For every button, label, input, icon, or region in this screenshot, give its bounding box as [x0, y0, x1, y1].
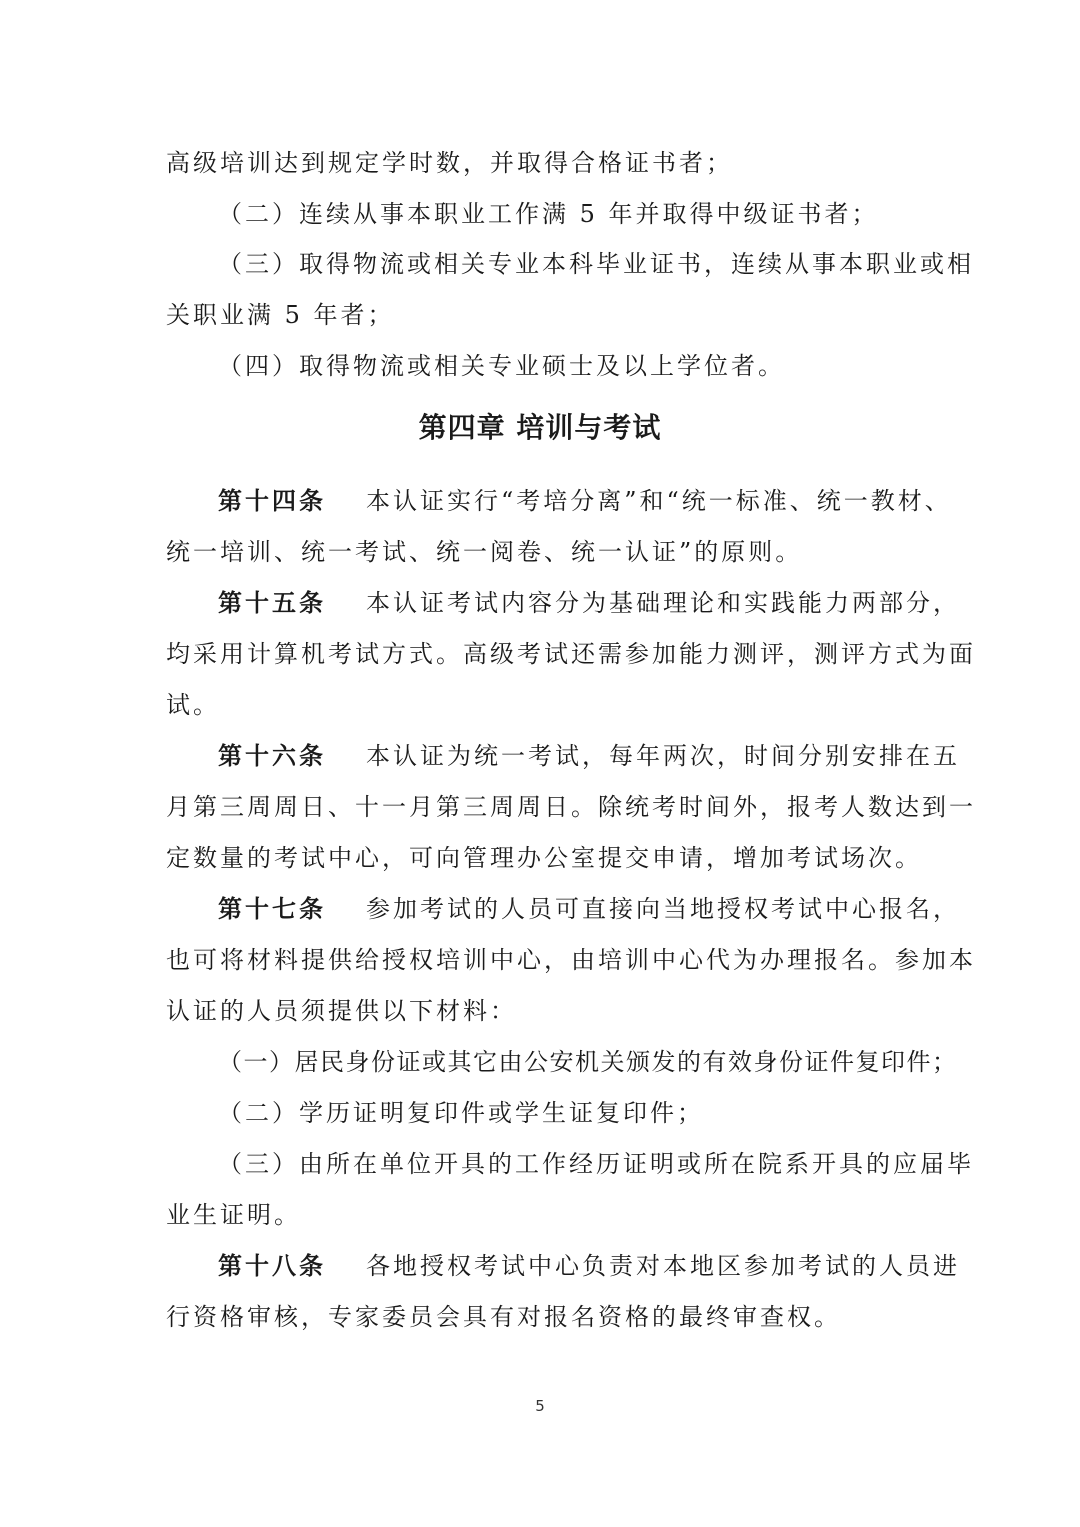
- article-18-label: 第十八条: [218, 1251, 326, 1280]
- text-line: 均采用计算机考试方式。高级考试还需参加能力测评，测评方式为面: [166, 640, 976, 668]
- article-15-text: 本认证考试内容分为基础理论和实践能力两部分，: [366, 589, 960, 617]
- text-line: 统一培训、统一考试、统一阅卷、统一认证”的原则。: [166, 538, 803, 566]
- text-line: 业生证明。: [166, 1201, 301, 1229]
- article-16-first-line: [218, 739, 960, 773]
- article-16-label: 第十六条: [218, 741, 326, 770]
- text-line: 也可将材料提供给授权培训中心，由培训中心代为办理报名。参加本: [166, 946, 976, 974]
- page-number: 5: [535, 1397, 545, 1415]
- text-line: 试。: [166, 691, 220, 719]
- text-line: （一）居民身份证或其它由公安机关颁发的有效身份证件复印件；: [218, 1048, 958, 1076]
- text-line: （三）取得物流或相关专业本科毕业证书，连续从事本职业或相: [218, 250, 974, 278]
- chapter-title: 第四章 培训与考试: [418, 411, 662, 444]
- article-15-label: 第十五条: [218, 588, 326, 617]
- text-line: （四）取得物流或相关专业硕士及以上学位者。: [218, 352, 785, 380]
- article-14-label: 第十四条: [218, 486, 326, 515]
- text-line: 认证的人员须提供以下材料：: [166, 997, 517, 1025]
- article-17-text: 参加考试的人员可直接向当地授权考试中心报名，: [366, 895, 960, 923]
- article-14-first-line: [218, 484, 952, 518]
- text-line: 高级培训达到规定学时数，并取得合格证书者；: [166, 149, 733, 177]
- text-line: （二）学历证明复印件或学生证复印件；: [218, 1099, 704, 1127]
- text-line: （三）由所在单位开具的工作经历证明或所在院系开具的应届毕: [218, 1150, 974, 1178]
- text-line: 定数量的考试中心，可向管理办公室提交申请，增加考试场次。: [166, 844, 922, 872]
- article-17-label: 第十七条: [218, 894, 326, 923]
- text-line: 月第三周周日、十一月第三周周日。除统考时间外，报考人数达到一: [166, 793, 976, 821]
- text-line: 关职业满 5 年者；: [166, 301, 395, 329]
- text-line: （二）连续从事本职业工作满 5 年并取得中级证书者；: [218, 200, 879, 228]
- article-15-first-line: [218, 586, 960, 620]
- article-16-text: 本认证为统一考试，每年两次，时间分别安排在五: [366, 742, 960, 770]
- article-18-first-line: [218, 1249, 960, 1283]
- article-17-first-line: [218, 892, 960, 926]
- article-14-text: 本认证实行“考培分离”和“统一标准、统一教材、: [366, 487, 952, 515]
- article-18-text: 各地授权考试中心负责对本地区参加考试的人员进: [366, 1252, 960, 1280]
- text-line: 行资格审核，专家委员会具有对报名资格的最终审查权。: [166, 1303, 841, 1331]
